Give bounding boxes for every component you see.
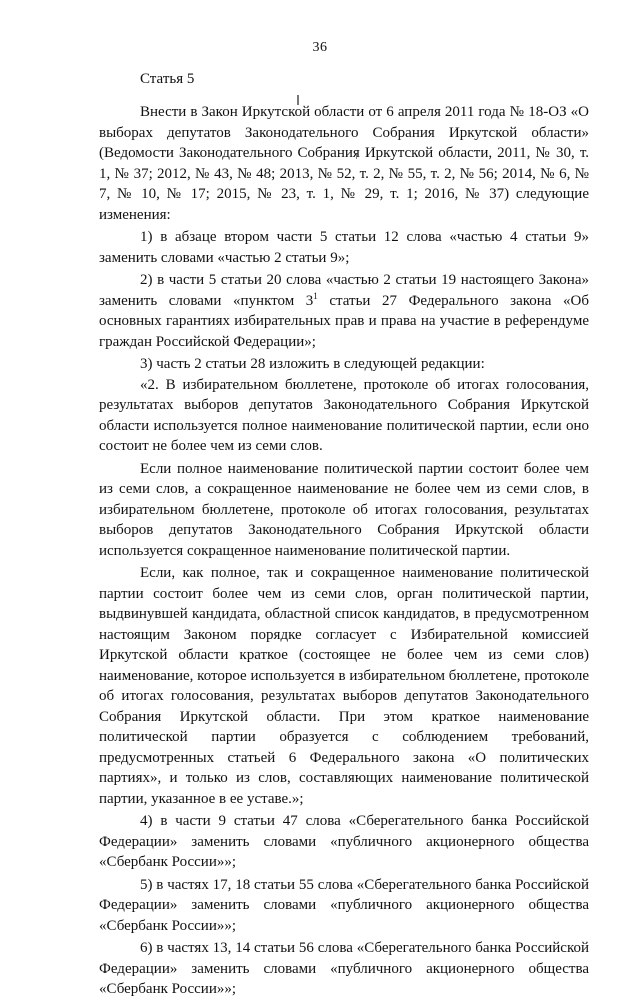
page-number: 36	[312, 40, 328, 55]
amendment-item-2	[99, 270, 589, 352]
amendment-item-1: 1) в абзаце втором части 5 статьи 12 слова «частью 4 статьи 9» заменить словами «частью 2 статьи 9»;	[99, 229, 589, 266]
superscript-1: 1	[313, 290, 318, 301]
amendment-item-6: 6) в частях 13, 14 статьи 56 слова «Сберегательного банка Российской Федерации» заменить словами «публичного акционерного общества «Сбербанк России»»;	[99, 940, 589, 997]
article-heading: Статья 5	[140, 71, 195, 87]
quoted-paragraph-1: «2. В избирательном бюллетене, протоколе об итогах голосования, результатах выборов депутатов Законодательного Собрания Иркутской области используется полное наименование политической партии, если оно состоит не более чем из семи слов.	[99, 376, 589, 454]
amendment-item-4: 4) в части 9 статьи 47 слова «Сберегательного банка Российской Федерации» заменить словами «публичного акционерного общества «Сбербанк России»»;	[99, 813, 589, 870]
item-2-text-start: 2) в части 5 статьи 20 слова «частью 2 статьи 19 настоящего Закона» заменить словами «пунктом 3	[99, 272, 589, 309]
amendment-item-5: 5) в частях 17, 18 статьи 55 слова «Сберегательного банка Российской Федерации» заменить словами «публичного акционерного общества «Сбербанк России»»;	[99, 876, 589, 934]
article-body	[99, 102, 589, 1000]
item-2-text-end: статьи 27 Федерального закона «Об основных гарантиях избирательных прав и права на участие в референдуме граждан Российской Федерации»;	[99, 292, 589, 350]
amendment-item-3: 3) часть 2 статьи 28 изложить в следующей редакции:	[140, 356, 485, 372]
quoted-paragraph-3: Если, как полное, так и сокращенное наименование политической партии состоит более чем из семи слов, орган политической партии, выдвинувшей кандидата, областной список кандидатов, в предусмотренном настоящим Законом порядке согласует с Избирательной комиссией Иркутской области краткое (состоящее не более чем из семи слов) наименование, которое используется в избирательном бюллетене, протоколе об итогах голосования, результатах выборов депутатов Законодательного Собрания Иркутской области. При этом краткое наименование политической партии образуется с соблюдением требований, предусмотренных статьей 6 Федерального закона «О политических партиях», и только из слов, составляющих наименование политической партии, указанное в ее уставе.»;	[99, 565, 589, 807]
intro-paragraph: Внести в Закон Иркутской области от 6 апреля 2011 года № 18-ОЗ «О выборах депутатов Законодательного Собрания Иркутской области» (Ведомости Законодательного Собрания Иркутской области, 2011, № 30, т. 1, № 37; 2012, № 43, № 48; 2013, № 52, т. 2, № 55, т. 2, № 56; 2014, № 6, № 7, № 10, № 17; 2015, № 23, т. 1, № 29, т. 1; 2016, № 37) следующие изменения:	[99, 104, 589, 223]
quoted-paragraph-2: Если полное наименование политической партии состоит более чем из семи слов, а сокращенное наименование не более чем из семи слов, в избирательном бюллетене, протоколе об итогах голосования, результатах выборов депутатов Законодательного Собрания Иркутской области используется сокращенное наименование политической партии.	[99, 460, 589, 559]
